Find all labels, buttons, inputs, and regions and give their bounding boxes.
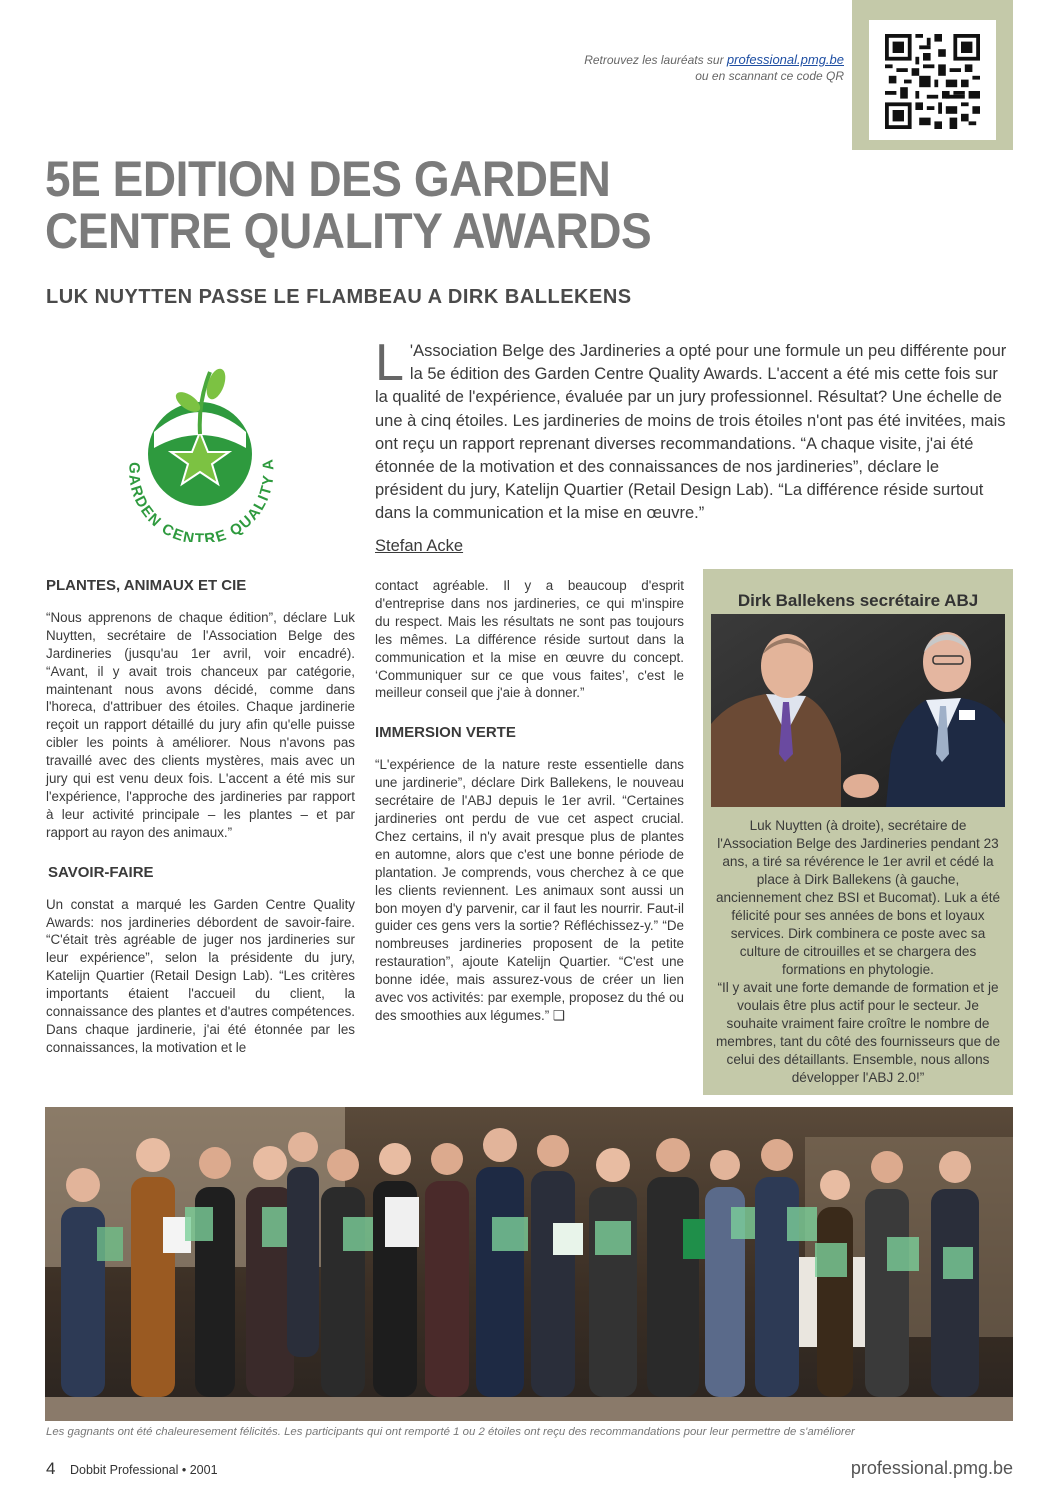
intro-body: 'Association Belge des Jardineries a opté pour une formule un peu différente pour la 5e édition des Garden Centre Quality Awards. L'accent a été mis cette fois sur la qualité de l'expérience, évaluée par un jury professionnel. Résultat? Une échelle de une à cinq étoiles. Les jardineries de moins de trois étoiles n'ont pas été invitées, mais ont reçu un rapport reprenant diverses recommandations. “A chaque visite, j'ai été étonnée de la motivation et des connaissances de nos jardineries”, déclare le président du jury, Katelijn Quartier (Retail Design Lab). “La différence réside surtout dans la communication et la mise en œuvre.” xyxy=(375,342,1007,523)
column-1-paragraph-2: Un constat a marqué les Garden Centre Quality Awards: nos jardineries débordent de savoir-faire. “C'était très agréable de juger nos jardineries sur leur expérience”, selon la présidente du jury, Katelijn Quartier (Retail Design Lab). “Les critères importants étaient l'accueil du client, la connaissance des plantes et d'autres compétences. Dans chaque jardinerie, j'ai été étonnée par les connaissances, la motivation et le xyxy=(46,896,355,1055)
article-title: 5E EDITION DES GARDEN CENTRE QUALITY AWARDS xyxy=(45,151,652,259)
group-photo-image xyxy=(45,1107,1013,1421)
column-1 xyxy=(46,577,355,1059)
qr-code[interactable] xyxy=(869,20,996,140)
sidebar-quote: “Il y avait une forte demande de formation et je voulais être plus actif pour le secteur. Je souhaite vraiment faire croître le nombre de membres, tant du côté des fournisseurs que de celui des détaillants. Ensemble, nous allons développer l'ABJ 2.0!” xyxy=(715,980,1001,1085)
column-2 xyxy=(375,577,684,1027)
column-2-paragraph-1: contact agréable. Il y a beaucoup d'esprit d'entreprise dans nos jardineries, ce qui m'inspire du respect. Mais les résultats ne sont pas toujours les mêmes. La différence réside surtout dans la communication et la mise en œuvre du concept. ‘Communiquer sur ce que vous faites’, c'est le meilleur conseil que j'aie à donner.” xyxy=(375,578,684,701)
footer-url[interactable]: professional.pmg.be xyxy=(850,1458,1013,1478)
awards-logo-icon xyxy=(100,362,300,542)
group-photo xyxy=(45,1107,1013,1421)
sidebar-title: Dirk Ballekens secrétaire ABJ xyxy=(737,591,979,610)
handshake-photo-image xyxy=(711,614,1005,807)
page-number: 4 xyxy=(46,1459,56,1478)
awards-logo xyxy=(100,362,300,542)
qr-note-prefix: Retrouvez les lauréats sur xyxy=(584,53,727,67)
group-photo-caption: Les gagnants ont été chaleuresement félicités. Les participants qui ont remporté 1 ou 2 étoiles ont reçu des recommandations pour leur permettre de s'améliorer xyxy=(46,1426,855,1438)
section-heading-savoir-faire: SAVOIR-FAIRE xyxy=(48,863,154,881)
section-heading-immersion: IMMERSION VERTE xyxy=(375,724,516,742)
qr-site-link[interactable]: professional.pmg.be xyxy=(726,52,844,67)
qr-code-icon xyxy=(885,34,980,129)
column-2-paragraph-2: “L'expérience de la nature reste essentielle dans une jardinerie”, déclare Dirk Ballekens, le nouveau secrétaire de l'ABJ depuis le 1er avril. “Certaines jardineries ont perdu de vue cet aspect crucial. Chez certains, il n'y avait presque plus de plantes en automne, alors que c'est une bonne période de plantation. Je comprends, vous cherchez à ce que les clients reviennent. Les animaux sont aussi un bon moyen d'y parvenir, car il faut les nourrir. Faut-il guider ces gens vers la sortie? Réfléchissez-y.” “De nombreuses jardineries proposent de la petite restauration”, ajoute Katelijn Quartier. “C'est une bonne idée, mais assurez-vous de créer un lien avec vos activités: par exemple, proposez du thé ou des smoothies aux légumes.” ❑ xyxy=(375,757,684,1023)
section-heading-plantes: PLANTES, ANIMAUX ET CIE xyxy=(46,577,247,594)
handshake-photo xyxy=(711,614,1005,807)
qr-note-line2: ou en scannant ce code QR xyxy=(695,69,844,83)
article-subtitle: LUK NUYTTEN PASSE LE FLAMBEAU A DIRK BALLEKENS xyxy=(46,286,632,308)
sidebar-caption-block xyxy=(715,817,1001,1087)
intro-paragraph xyxy=(375,334,1007,526)
sidebar-box xyxy=(703,569,1013,1095)
intro-dropcap: L xyxy=(375,334,404,392)
magazine-name: Dobbit Professional • 2001 xyxy=(70,1463,218,1477)
qr-note xyxy=(584,52,844,84)
article-author: Stefan Acke xyxy=(375,537,464,555)
sidebar-caption: Luk Nuytten (à droite), secrétaire de l'Association Belge des Jardineries pendant 23 ans, a tiré sa révérence le 1er avril et cédé la place à Dirk Ballekens (à gauche, anciennement chez BSI et Bucomat). Luk a été félicité pour ses années de bons et loyaux services. Dirk combinera ce poste avec sa culture de citrouilles et se chargera des formations en phytologie. xyxy=(715,818,1001,977)
logo-arc-text: GARDEN CENTRE QUALITY A xyxy=(125,457,278,542)
column-1-paragraph-1: “Nous apprenons de chaque édition”, déclare Luk Nuytten, secrétaire de l'Association Belge des Jardineries (jusqu'au 1er avril, voir encadré). “Avant, il y avait trois chanceux par catégorie, maintenant nous avons décidé, comme dans l'horeca, d'attribuer des étoiles. Chaque jardinerie reçoit un rapport détaillé du jury afin qu'elle puisse cibler les points à améliorer. Nous n'avons pas travaillé avec des clients mystères, mais avec un jury qui est venu deux fois. L'accent a été mis sur l'expérience, l'approche des jardineries par rapport à leur activité principale – les plantes – et par rapport au rayon des animaux.” xyxy=(46,609,355,840)
